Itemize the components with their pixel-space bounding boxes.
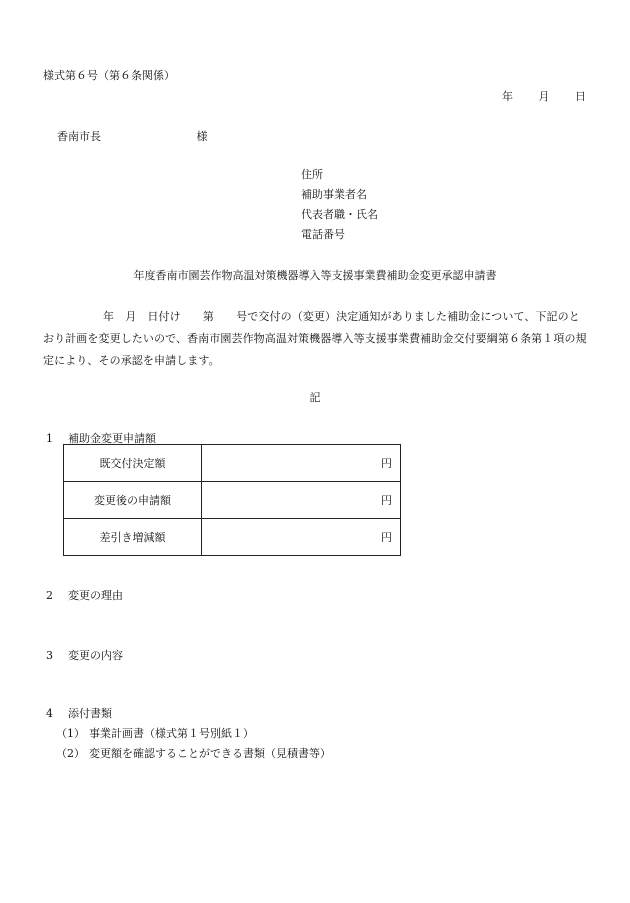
- table-row: [64, 519, 401, 556]
- date-month: 月: [538, 90, 550, 103]
- applicant-phone-label: 電話番号: [301, 228, 345, 241]
- body-text: 年 月 日付け 第 号で交付の（変更）決定通知がありました補助金について、下記のとおり計画を変更したいので、香南市園芸作物高温対策機器導入等支援事業費補助金交付要綱第６条第１項の規定により、その承認を申請します。: [43, 310, 587, 367]
- addressee-name: 香南市長: [57, 130, 101, 143]
- amount-input[interactable]: [202, 445, 401, 482]
- amount-input[interactable]: [202, 482, 401, 519]
- applicant-name-label: 補助事業者名: [301, 188, 367, 201]
- section-3-label: 変更の内容: [68, 649, 123, 662]
- yen-unit: 円: [381, 494, 392, 507]
- applicant-representative-label: 代表者職・氏名: [301, 208, 378, 221]
- table-row: [64, 482, 401, 519]
- amount-input[interactable]: [202, 519, 401, 556]
- section-2-heading: [46, 587, 123, 603]
- section-3-heading: [46, 647, 123, 663]
- yen-unit: 円: [381, 531, 392, 544]
- table-row-label: 既交付決定額: [64, 445, 202, 482]
- applicant-address-label: 住所: [301, 168, 323, 181]
- attachment-label: 変更額を確認することができる書類（見積書等）: [89, 747, 331, 760]
- attachment-label: 事業計画書（様式第１号別紙１）: [89, 727, 254, 740]
- table-row-label: 差引き増減額: [64, 519, 202, 556]
- table-row-label: 変更後の申請額: [64, 482, 202, 519]
- attachment-item: [56, 725, 254, 741]
- ki-heading: 記: [309, 391, 321, 404]
- section-3-number: 3: [46, 649, 53, 662]
- section-2-label: 変更の理由: [68, 589, 123, 602]
- yen-unit: 円: [381, 457, 392, 470]
- attachment-number: （1）: [56, 727, 85, 740]
- attachment-number: （2）: [56, 747, 85, 760]
- table-row: [64, 445, 401, 482]
- document-title: 年度香南市園芸作物高温対策機器導入等支援事業費補助金変更承認申請書: [133, 269, 497, 282]
- date-year: 年: [502, 90, 513, 103]
- addressee-honorific: 様: [196, 130, 208, 143]
- section-4-label: 添付書類: [68, 707, 112, 720]
- amount-table: [63, 444, 401, 556]
- form-number: 様式第６号（第６条関係）: [43, 69, 175, 82]
- attachment-item: [56, 745, 331, 761]
- section-4-number: 4: [46, 707, 53, 720]
- section-4-heading: [46, 705, 112, 721]
- section-2-number: 2: [46, 589, 53, 602]
- date-day: 日: [575, 90, 586, 103]
- addressee: [57, 128, 208, 144]
- section-1-label: 補助金変更申請額: [68, 432, 156, 445]
- body-paragraph: [43, 306, 589, 372]
- section-1-number: 1: [46, 432, 53, 445]
- date-line: [502, 88, 586, 104]
